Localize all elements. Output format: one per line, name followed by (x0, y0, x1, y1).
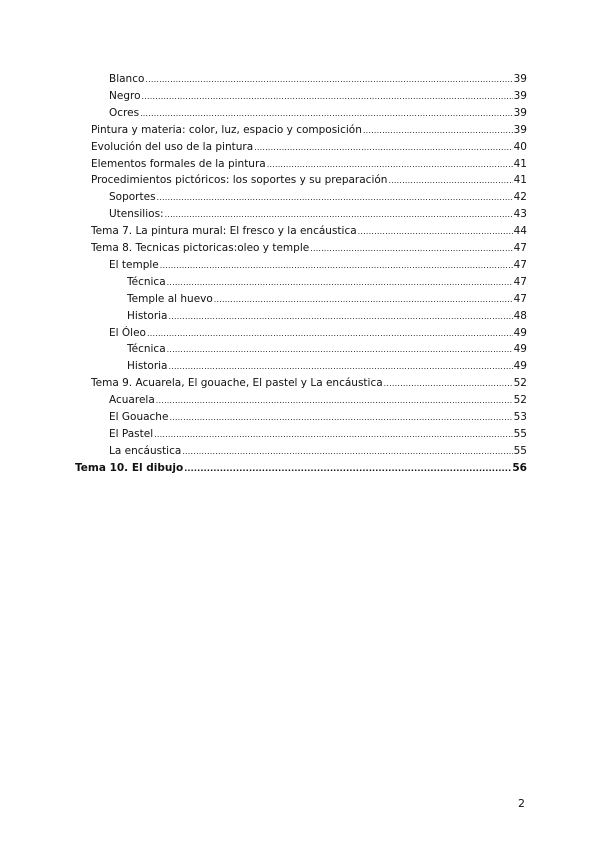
toc-entry-page: 52 (513, 377, 527, 390)
toc-entry-label: Técnica (127, 343, 166, 356)
toc-leader-dots (167, 343, 513, 356)
toc-leader-dots (169, 411, 512, 424)
toc-entry-label: Evolución del uso de la pintura (91, 140, 254, 153)
toc-entry-page: 43 (513, 208, 527, 221)
toc-entry[interactable] (109, 428, 527, 445)
toc-entry-page: 39 (513, 123, 527, 136)
toc-leader-dots (182, 445, 512, 458)
toc-entry-label: Procedimientos pictóricos: los soportes y su preparación (91, 174, 388, 187)
toc-entry[interactable] (109, 411, 527, 428)
toc-entry[interactable] (91, 174, 527, 191)
toc-leader-dots (214, 293, 513, 306)
toc-entry-page: 53 (513, 411, 527, 423)
toc-entry-page: 40 (513, 140, 527, 153)
toc-entry-page: 47 (513, 258, 527, 271)
toc-entry[interactable] (127, 343, 527, 360)
toc-entry[interactable] (109, 90, 527, 107)
toc-entry-label: Utensilios: (109, 208, 164, 221)
toc-entry-page: 49 (513, 360, 527, 373)
toc-leader-dots (358, 225, 513, 238)
toc-entry-label: El temple (109, 258, 159, 271)
toc-leader-dots (157, 191, 513, 204)
toc-entry-label: Tema 7. La pintura mural: El fresco y la encáustica (91, 225, 357, 238)
toc-leader-dots (156, 394, 513, 407)
toc-leader-dots (145, 73, 512, 86)
toc-entry-page: 42 (513, 191, 527, 204)
toc-leader-dots (184, 462, 511, 475)
toc-entry-page: 47 (513, 292, 527, 305)
toc-leader-dots (169, 310, 513, 323)
toc-entry-label: Elementos formales de la pintura (91, 157, 266, 170)
toc-entry-page: 56 (512, 461, 527, 474)
toc-entry-label: Acuarela (109, 394, 155, 407)
toc-leader-dots (140, 107, 513, 120)
toc-entry[interactable] (91, 141, 527, 158)
toc-leader-dots (165, 208, 513, 221)
toc-entry[interactable] (127, 310, 527, 327)
toc-entry-page: 47 (513, 275, 527, 288)
toc-leader-dots (388, 174, 512, 187)
toc-leader-dots (254, 141, 512, 154)
toc-entry[interactable] (109, 191, 527, 208)
toc-entry-label: Blanco (109, 73, 145, 85)
toc-entry-page: 48 (513, 309, 527, 322)
toc-leader-dots (310, 242, 512, 255)
toc-entry[interactable] (109, 73, 527, 90)
toc-entry-label: Negro (109, 89, 141, 102)
toc-entry[interactable] (109, 327, 527, 344)
toc-entry[interactable] (91, 124, 527, 141)
toc-leader-dots (160, 259, 513, 272)
toc-entry-page: 49 (513, 326, 527, 339)
toc-entry[interactable] (91, 225, 527, 242)
toc-entry[interactable] (127, 276, 527, 293)
toc-leader-dots (167, 276, 513, 289)
toc-entry[interactable] (109, 445, 527, 462)
toc-entry[interactable] (109, 107, 527, 124)
toc-entry-page: 55 (513, 427, 527, 440)
toc-entry-page: 39 (513, 89, 527, 102)
toc-entry-page: 47 (513, 242, 527, 254)
toc-entry-page: 39 (513, 106, 527, 119)
toc-entry-label: La encáustica (109, 444, 182, 457)
toc-entry-page: 41 (513, 157, 527, 170)
toc-entry-label: Tema 10. El dibujo (75, 461, 184, 474)
toc-entry-label: El Gouache (109, 411, 169, 423)
toc-entry[interactable] (109, 208, 527, 225)
toc-entry[interactable] (127, 293, 527, 310)
toc-entry-label: El Óleo (109, 326, 146, 339)
toc-entry-label: Ocres (109, 106, 140, 119)
toc-entry-page: 41 (513, 174, 527, 187)
toc-leader-dots (363, 124, 513, 137)
toc-entry-label: Temple al huevo (127, 292, 213, 305)
toc-entry-label: Tema 9. Acuarela, El gouache, El pastel y La encáustica (91, 377, 383, 390)
toc-entry[interactable] (109, 259, 527, 276)
toc-entry-label: Historia (127, 309, 168, 322)
toc-entry-page: 44 (513, 225, 527, 238)
toc-leader-dots (384, 377, 513, 390)
toc-entry-label: Soportes (109, 191, 156, 204)
toc-entry[interactable] (109, 394, 527, 411)
toc-entry-page: 49 (513, 343, 527, 356)
toc-entry[interactable] (91, 377, 527, 394)
page-number: 2 (518, 797, 525, 810)
toc-entry-label: Historia (127, 360, 168, 373)
toc-entry-label: Tema 8. Tecnicas pictoricas:oleo y temple (91, 242, 310, 254)
toc-leader-dots (267, 158, 513, 171)
toc-leader-dots (147, 327, 513, 340)
toc-leader-dots (154, 428, 512, 441)
toc-entry-label: Técnica (127, 275, 166, 288)
toc-entry[interactable] (127, 360, 527, 377)
toc-entry-label: El Pastel (109, 427, 154, 440)
toc-entry-page: 55 (513, 444, 527, 457)
toc-entry[interactable] (91, 158, 527, 175)
toc-entry[interactable] (75, 462, 527, 479)
toc-entry[interactable] (91, 242, 527, 259)
toc-entry-label: Pintura y materia: color, luz, espacio y composición (91, 123, 362, 136)
toc-leader-dots (169, 360, 513, 373)
toc-leader-dots (142, 90, 513, 103)
toc-entry-page: 52 (513, 394, 527, 407)
toc-entry-page: 39 (513, 73, 527, 85)
